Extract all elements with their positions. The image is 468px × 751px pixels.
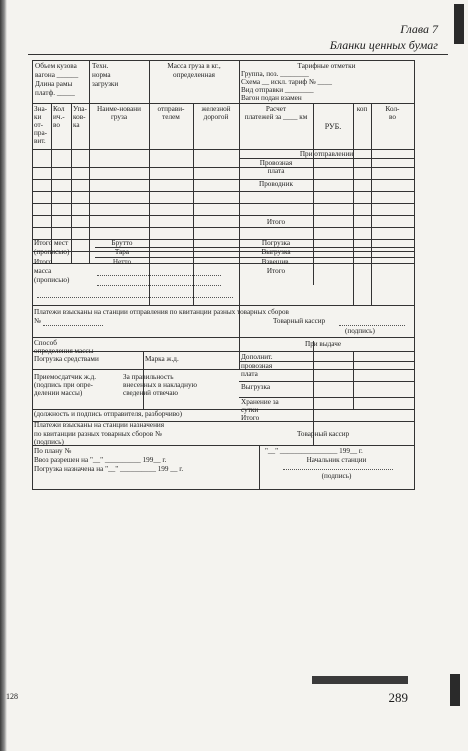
col-marks-l5: вит. xyxy=(34,137,46,145)
rule xyxy=(33,167,414,168)
body-volume-line1: Объем кузова xyxy=(35,62,77,70)
rule xyxy=(33,103,414,104)
rule xyxy=(33,239,414,240)
tech-norm-line2: норма xyxy=(92,71,111,79)
tariff-shipment-type: Вид отправки ________ xyxy=(241,86,314,94)
tech-norm-line1: Техн. xyxy=(92,62,109,70)
rule xyxy=(239,103,240,369)
rule xyxy=(33,263,414,264)
col-sender-l1: отправи- xyxy=(157,105,185,113)
cargo-mass-line1: Масса груза в кг., xyxy=(167,62,221,70)
rule xyxy=(239,381,414,382)
chapter-heading: Глава 7 xyxy=(400,22,438,36)
departure-payments-text: Платежи взысканы на станции отправления по квитанции разных товарных сборов xyxy=(34,308,289,316)
col-rub: РУБ. xyxy=(324,122,342,131)
rule xyxy=(33,369,414,370)
departure-cashier: Товарный кассир xyxy=(273,317,326,325)
station-master: Начальник станции xyxy=(306,456,367,464)
tare-label: Тара xyxy=(114,248,130,256)
thumb-index-mark-bottom xyxy=(450,674,460,706)
delivery-unloading: Выгрузка xyxy=(241,383,271,391)
rule xyxy=(89,103,90,263)
destination-payments-text: Платежи взысканы на станции назначения xyxy=(34,421,165,429)
correctness-l3: сведений отвечаю xyxy=(123,389,178,397)
mass-line xyxy=(97,285,221,286)
rule xyxy=(33,179,414,180)
net-label: Нетто xyxy=(112,258,132,266)
rule xyxy=(353,103,354,305)
col-qty-l1: Кол xyxy=(53,105,65,113)
receiver-l3: делении массы) xyxy=(34,389,83,397)
rule xyxy=(33,251,414,252)
tech-norm-line3: загрузки xyxy=(92,80,119,88)
tariff-marks-title: Тарифные отметки xyxy=(297,62,356,70)
departure-receipt-no: № xyxy=(34,317,41,325)
carriage-fee-l2: плата xyxy=(267,167,285,175)
rule xyxy=(33,215,414,216)
col-qty-l3: во xyxy=(53,121,60,129)
body-volume-line3: Длина рамы xyxy=(35,80,73,88)
total-places-l1: Итого мест xyxy=(34,239,69,247)
page-number: 289 xyxy=(388,690,408,705)
delivery-fee-l1: провозная xyxy=(241,362,273,370)
destination-cashier: Товарный кассир xyxy=(297,430,350,438)
fill-line xyxy=(43,325,103,326)
total-mass-l3: (прописью) xyxy=(34,276,70,284)
col-calc-l1: Расчет xyxy=(265,105,287,113)
at-departure-label: При отправлении xyxy=(299,150,354,158)
col-count-l1: Кол- xyxy=(385,105,400,113)
rule xyxy=(33,227,414,228)
total-mass-l2: масса xyxy=(34,267,52,275)
rule xyxy=(33,337,414,338)
body-volume-line2: вагона ______ xyxy=(35,71,79,79)
correctness-l1: За правильность xyxy=(123,373,174,381)
header-rule xyxy=(28,54,448,55)
station-master-signature: (подпись) xyxy=(321,472,352,480)
col-calc-l2: платежей за ____ км xyxy=(244,113,308,121)
receiver-l1: Приемосдатчик ж.д. xyxy=(34,373,97,381)
tariff-scheme: Схема __ искл. тариф № ____ xyxy=(241,78,332,86)
col-name-l2: груза xyxy=(110,113,128,121)
at-delivery-label: При выдаче xyxy=(305,340,342,348)
thumb-index-mark xyxy=(454,4,464,44)
delivery-fee-l2: плата xyxy=(241,370,258,378)
col-marks-l3: от- xyxy=(34,121,44,129)
rule xyxy=(371,103,372,305)
rule xyxy=(89,61,90,103)
tariff-wagon-replace: Вагон подан взамен xyxy=(241,94,302,102)
mass-line xyxy=(97,275,221,276)
page-edge-shadow xyxy=(0,0,7,751)
mass-line xyxy=(37,297,233,298)
sender-position-caption: (должность и подпись отправителя, разборчиво) xyxy=(34,410,183,418)
total-places-l2: (прописью) xyxy=(34,248,70,256)
departure-signature-caption: (подпись) xyxy=(345,327,375,335)
carriage-fee-l1: Провозная xyxy=(259,159,293,167)
col-qty-l2: ич.- xyxy=(53,113,65,121)
storage-l1: Хранение за xyxy=(241,398,279,406)
conductor-label: Проводник xyxy=(259,180,293,188)
tariff-group: Группа, поз. ________ xyxy=(241,70,309,78)
total-label-1: Итого xyxy=(266,218,286,226)
col-sender-l2: телем xyxy=(162,113,180,121)
facing-page-number: 128 xyxy=(6,692,18,701)
railway-brand: Марка ж.д. xyxy=(145,355,179,363)
col-marks-l4: пра- xyxy=(34,129,48,137)
plan-number: По плану № xyxy=(34,447,72,455)
fill-line xyxy=(339,325,405,326)
weighing-fee-label: Взвешив. xyxy=(261,258,291,266)
weigh-method-l1: Способ xyxy=(34,339,57,347)
storage-l2: сутки xyxy=(241,406,259,414)
col-count-l2: во xyxy=(389,113,396,121)
loading-fee-label: Погрузка xyxy=(261,239,291,247)
waybill-form xyxy=(32,60,415,490)
destination-receipt-text: по квитанции разных товарных сборов № xyxy=(34,430,162,438)
col-marks-l1: Зна- xyxy=(34,105,48,113)
weigh-method-l2: определения массы xyxy=(34,347,94,355)
import-permitted: Ввоз разрешен на "__" __________ 199__ г. xyxy=(34,456,167,464)
total-label-2: Итого xyxy=(266,267,286,275)
col-name-l1: Наиме-новани xyxy=(97,105,141,113)
delivery-total: Итого xyxy=(241,414,260,422)
rule xyxy=(71,103,72,263)
rule xyxy=(33,305,414,306)
rule xyxy=(33,445,414,446)
destination-signature-caption: (подпись) xyxy=(34,438,64,446)
body-volume-line4: платф. _____ xyxy=(35,89,75,97)
additional-label: Дополнит. xyxy=(241,353,273,361)
col-pack-l2: ков- xyxy=(73,113,86,121)
cargo-mass-line2: определенная xyxy=(173,71,215,79)
fill-line xyxy=(283,469,393,470)
section-heading: Бланки ценных бумаг xyxy=(329,38,438,52)
unloading-fee-label: Выгрузка xyxy=(261,248,291,256)
col-pack-l1: Упа- xyxy=(73,105,87,113)
loading-scheduled: Погрузка назначена на "__" __________ 199 __ г. xyxy=(34,465,184,473)
col-railway-l1: железной xyxy=(201,105,231,113)
rule xyxy=(33,203,414,204)
col-railway-l2: дорогой xyxy=(203,113,229,121)
rule xyxy=(353,351,354,409)
correctness-l2: внесенных в накладную xyxy=(123,381,197,389)
receiver-l2: (подпись при опре- xyxy=(34,381,93,389)
rule xyxy=(259,445,260,489)
total-mass-l1: Итого xyxy=(34,258,53,266)
gross-label: Брутто xyxy=(111,239,133,247)
footer-rule xyxy=(312,676,408,684)
rule xyxy=(33,191,414,192)
station-date: "__" ________________ 199__ г. xyxy=(265,447,363,455)
col-pack-l3: ка xyxy=(73,121,80,129)
loading-means: Погрузка средствами xyxy=(34,355,99,363)
col-marks-l2: ки xyxy=(34,113,42,121)
col-kop: коп xyxy=(356,105,368,113)
